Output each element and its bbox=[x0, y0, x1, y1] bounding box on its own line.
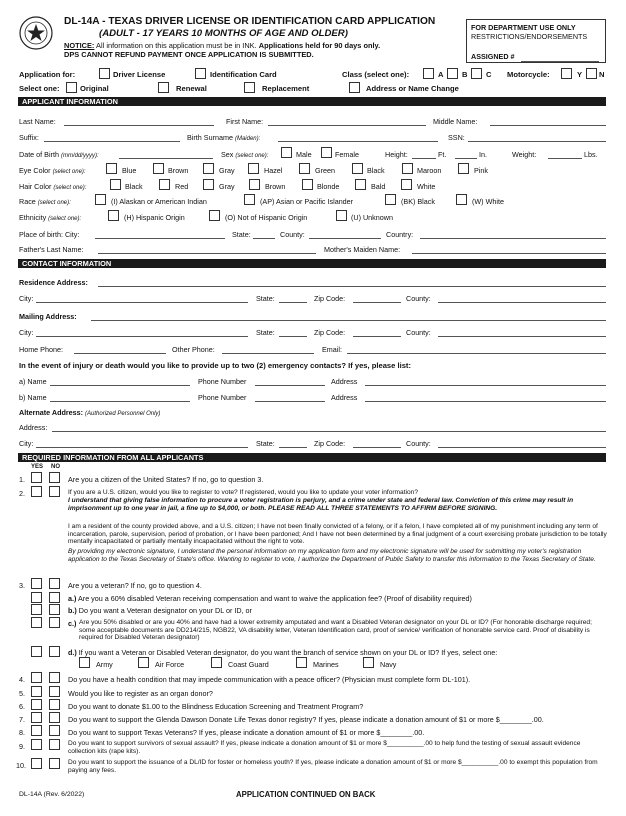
q4-yes-checkbox[interactable] bbox=[31, 672, 42, 683]
eye-hazel-checkbox[interactable] bbox=[248, 163, 259, 174]
q10-no-checkbox[interactable] bbox=[49, 758, 60, 769]
eye-blue-checkbox[interactable] bbox=[106, 163, 117, 174]
branch-army-checkbox[interactable] bbox=[79, 657, 90, 668]
birth-state-field[interactable] bbox=[253, 238, 275, 239]
weight-field[interactable] bbox=[548, 158, 582, 159]
ssn-field[interactable] bbox=[468, 141, 606, 142]
motorcycle-no-checkbox[interactable] bbox=[586, 68, 597, 79]
q3d-yes-checkbox[interactable] bbox=[31, 646, 42, 657]
alternate-county-field[interactable] bbox=[438, 447, 606, 448]
q3b-no-checkbox[interactable] bbox=[49, 604, 60, 615]
q6-no-checkbox[interactable] bbox=[49, 699, 60, 710]
eye-gray-checkbox[interactable] bbox=[203, 163, 214, 174]
race-indian-checkbox[interactable] bbox=[95, 194, 106, 205]
residence-city-field[interactable] bbox=[36, 302, 248, 303]
q3a-no-checkbox[interactable] bbox=[49, 592, 60, 603]
q9-yes-checkbox[interactable] bbox=[31, 739, 42, 750]
birth-surname-field[interactable] bbox=[278, 141, 438, 142]
form-title: DL-14A - TEXAS DRIVER LICENSE OR IDENTIFICATION CARD APPLICATION bbox=[64, 16, 436, 27]
q10-yes-checkbox[interactable] bbox=[31, 758, 42, 769]
emergency-b-name-field[interactable] bbox=[50, 401, 190, 402]
residence-state-field[interactable] bbox=[279, 302, 307, 303]
class-c-checkbox[interactable] bbox=[471, 68, 482, 79]
q9-no-checkbox[interactable] bbox=[49, 739, 60, 750]
required-section-header: REQUIRED INFORMATION FROM ALL APPLICANTS bbox=[18, 453, 606, 462]
dob-field[interactable] bbox=[119, 158, 213, 159]
birth-country-field[interactable] bbox=[420, 238, 606, 239]
mailing-city-field[interactable] bbox=[36, 336, 248, 337]
department-use-box: FOR DEPARTMENT USE ONLY RESTRICTIONS/ENDORSEMENTS ASSIGNED # bbox=[466, 19, 606, 63]
address-change-checkbox[interactable] bbox=[349, 82, 360, 93]
alternate-state-field[interactable] bbox=[279, 447, 307, 448]
q7-yes-checkbox[interactable] bbox=[31, 712, 42, 723]
q3b-yes-checkbox[interactable] bbox=[31, 604, 42, 615]
eye-green-checkbox[interactable] bbox=[299, 163, 310, 174]
hair-bald-checkbox[interactable] bbox=[355, 179, 366, 190]
hair-gray-checkbox[interactable] bbox=[203, 179, 214, 190]
branch-navy-checkbox[interactable] bbox=[363, 657, 374, 668]
branch-marines-checkbox[interactable] bbox=[296, 657, 307, 668]
branch-coastguard-checkbox[interactable] bbox=[211, 657, 222, 668]
mother-maiden-name-field[interactable] bbox=[412, 253, 606, 254]
eth-not-hispanic-checkbox[interactable] bbox=[209, 210, 220, 221]
last-name-field[interactable] bbox=[64, 125, 214, 126]
notice-line: NOTICE: All information on this application must be in INK. Applications held for 90 days only. bbox=[64, 41, 381, 50]
hair-black-checkbox[interactable] bbox=[110, 179, 121, 190]
texas-dps-seal bbox=[19, 16, 53, 50]
sex-male-checkbox[interactable] bbox=[281, 147, 292, 158]
home-phone-field[interactable] bbox=[74, 353, 166, 354]
form-subtitle: (ADULT - 17 YEARS 10 MONTHS OF AGE AND OLDER) bbox=[99, 28, 348, 39]
id-card-checkbox[interactable] bbox=[195, 68, 206, 79]
refund-notice: DPS CANNOT REFUND PAYMENT ONCE APPLICATION IS SUBMITTED. bbox=[64, 50, 314, 59]
q5-no-checkbox[interactable] bbox=[49, 686, 60, 697]
race-white-checkbox[interactable] bbox=[456, 194, 467, 205]
original-checkbox[interactable] bbox=[66, 82, 77, 93]
sex-female-checkbox[interactable] bbox=[321, 147, 332, 158]
form-number: DL-14A (Rev. 6/2022) bbox=[19, 791, 85, 798]
q5-yes-checkbox[interactable] bbox=[31, 686, 42, 697]
motorcycle-yes-checkbox[interactable] bbox=[561, 68, 572, 79]
class-b-checkbox[interactable] bbox=[447, 68, 458, 79]
q8-yes-checkbox[interactable] bbox=[31, 725, 42, 736]
q3d-no-checkbox[interactable] bbox=[49, 646, 60, 657]
q3c-yes-checkbox[interactable] bbox=[31, 617, 42, 628]
hair-blonde-checkbox[interactable] bbox=[302, 179, 313, 190]
height-ft-field[interactable] bbox=[412, 158, 436, 159]
q2-no-checkbox[interactable] bbox=[49, 486, 60, 497]
emergency-a-address-field[interactable] bbox=[365, 385, 606, 386]
other-phone-field[interactable] bbox=[222, 353, 314, 354]
alternate-zip-field[interactable] bbox=[353, 447, 401, 448]
driver-license-checkbox[interactable] bbox=[99, 68, 110, 79]
hair-red-checkbox[interactable] bbox=[159, 179, 170, 190]
replacement-checkbox[interactable] bbox=[244, 82, 255, 93]
eye-pink-checkbox[interactable] bbox=[458, 163, 469, 174]
first-name-field[interactable] bbox=[268, 125, 426, 126]
alternate-address-field[interactable] bbox=[52, 431, 606, 432]
application-for-label: Application for: bbox=[19, 70, 76, 79]
emergency-b-address-field[interactable] bbox=[365, 401, 606, 402]
class-a-checkbox[interactable] bbox=[423, 68, 434, 79]
eth-hispanic-checkbox[interactable] bbox=[108, 210, 119, 221]
eye-brown-checkbox[interactable] bbox=[153, 163, 164, 174]
q4-no-checkbox[interactable] bbox=[49, 672, 60, 683]
contact-section-header: CONTACT INFORMATION bbox=[18, 259, 606, 268]
suffix-field[interactable] bbox=[44, 141, 180, 142]
eth-unknown-checkbox[interactable] bbox=[336, 210, 347, 221]
branch-airforce-checkbox[interactable] bbox=[138, 657, 149, 668]
middle-name-field[interactable] bbox=[490, 125, 606, 126]
q1-no-checkbox[interactable] bbox=[49, 472, 60, 483]
continued-on-back: APPLICATION CONTINUED ON BACK bbox=[236, 790, 376, 799]
emergency-b-phone-field[interactable] bbox=[255, 401, 325, 402]
father-last-name-field[interactable] bbox=[98, 253, 316, 254]
mailing-address-field[interactable] bbox=[91, 320, 606, 321]
hair-brown-checkbox[interactable] bbox=[249, 179, 260, 190]
email-field[interactable] bbox=[347, 353, 606, 354]
q8-no-checkbox[interactable] bbox=[49, 725, 60, 736]
race-asian-checkbox[interactable] bbox=[244, 194, 255, 205]
alternate-city-field[interactable] bbox=[36, 447, 248, 448]
mailing-zip-field[interactable] bbox=[353, 336, 401, 337]
height-in-field[interactable] bbox=[455, 158, 477, 159]
applicant-section-header: APPLICANT INFORMATION bbox=[18, 97, 606, 106]
residence-zip-field[interactable] bbox=[353, 302, 401, 303]
birth-city-field[interactable] bbox=[95, 238, 225, 239]
q3a-yes-checkbox[interactable] bbox=[31, 592, 42, 603]
q3c-no-checkbox[interactable] bbox=[49, 617, 60, 628]
residence-address-field[interactable] bbox=[98, 286, 606, 287]
mailing-county-field[interactable] bbox=[438, 336, 606, 337]
q7-no-checkbox[interactable] bbox=[49, 712, 60, 723]
hair-white-checkbox[interactable] bbox=[401, 179, 412, 190]
race-black-checkbox[interactable] bbox=[385, 194, 396, 205]
q1-yes-checkbox[interactable] bbox=[31, 472, 42, 483]
birth-county-field[interactable] bbox=[309, 238, 381, 239]
q3-no-checkbox[interactable] bbox=[49, 578, 60, 589]
q6-yes-checkbox[interactable] bbox=[31, 699, 42, 710]
eye-black-checkbox[interactable] bbox=[352, 163, 363, 174]
renewal-checkbox[interactable] bbox=[158, 82, 169, 93]
mailing-state-field[interactable] bbox=[279, 336, 307, 337]
eye-maroon-checkbox[interactable] bbox=[402, 163, 413, 174]
q2-yes-checkbox[interactable] bbox=[31, 486, 42, 497]
emergency-a-name-field[interactable] bbox=[50, 385, 190, 386]
residence-county-field[interactable] bbox=[438, 302, 606, 303]
emergency-a-phone-field[interactable] bbox=[255, 385, 325, 386]
q3-yes-checkbox[interactable] bbox=[31, 578, 42, 589]
